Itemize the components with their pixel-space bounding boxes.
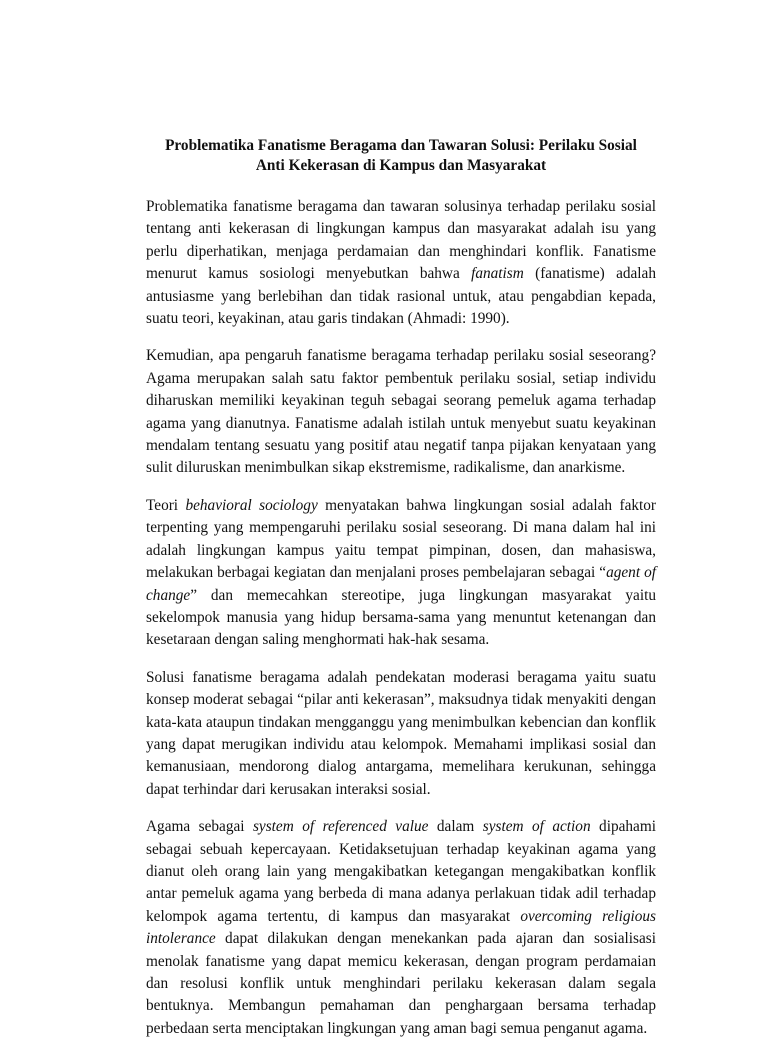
italic-term: fanatism bbox=[471, 265, 524, 283]
paragraph-4 bbox=[146, 667, 656, 801]
paragraph-2 bbox=[146, 345, 656, 479]
paragraph-5 bbox=[146, 816, 656, 1040]
paragraph-text: Problematika fanatisme beragama dan tawaran solusinya terhadap perilaku sosial tentang anti kekerasan di lingkungan kampus dan masyarakat adalah isu yang perlu diperhatikan, menjaga perdamaian dan menghindari konflik. Fanatisme menurut kamus sosiologi menyebutkan bahwa bbox=[146, 198, 656, 283]
paragraph-text: Solusi fanatisme beragama adalah pendekatan moderasi beragama yaitu suatu konsep moderat sebagai “pilar anti kekerasan”, maksudnya tidak menyakiti dengan kata-kata ataupun tindakan mengganggu yang menimbulkan kebencian dan konflik yang dapat merugikan individu atau kelompok. Memahami implikasi sosial dan kemanusiaan, mendorong dialog antargama, memelihara kerukunan, sehingga dapat terhindar dari kerusakan interaksi sosial. bbox=[146, 668, 656, 798]
italic-term: agent of change bbox=[146, 564, 656, 604]
paragraph-text: dalam bbox=[428, 818, 483, 836]
italic-term: behavioral sociology bbox=[185, 496, 318, 514]
italic-term: system of referenced value bbox=[252, 818, 429, 836]
title-line-2: Anti Kekerasan di Kampus dan Masyarakat bbox=[255, 157, 547, 174]
title-line-1: Problematika Fanatisme Beragama dan Tawaran Solusi: Perilaku Sosial bbox=[165, 137, 637, 154]
paragraph-text: Teori bbox=[146, 496, 186, 514]
paragraph-text: ” dan memecahkan stereotipe, juga lingkungan masyarakat yaitu sekelompok manusia yang hidup bersama-sama yang menuntut ketenangan dan kesetaraan dengan saling menghormati hak-hak sesama. bbox=[146, 586, 656, 649]
paragraph-text: menyatakan bahwa lingkungan sosial adalah faktor terpenting yang mempengaruhi perilaku sosial seseorang. Di mana dalam hal ini adalah lingkungan kampus yaitu tempat pimpinan, dosen, dan mahasiswa, melakukan berbagai kegiatan dan menjalani proses pembelajaran sebagai “ bbox=[146, 496, 656, 582]
paragraph-text: dipahami sebagai sebuah kepercayaan. Ketidaksetujuan terhadap keyakinan agama yang dianut oleh orang lain yang mengakibatkan ketegangan mengakibatkan konflik antar pemeluk agama yang berbeda di mana adanya perlakuan tidak adil terhadap kelompok agama tertentu, di kampus dan masyarakat bbox=[146, 818, 656, 925]
paragraph-text: (fanatisme) adalah antusiasme yang berlebihan dan tidak rasional untuk, atau pengabdian kepada, suatu teori, keyakinan, atau garis tindakan (Ahmadi: 1990). bbox=[146, 265, 656, 328]
paragraph-text: Agama sebagai bbox=[146, 818, 253, 836]
paragraph-1 bbox=[146, 196, 656, 330]
paragraph-3 bbox=[146, 495, 656, 652]
italic-term: overcoming religious intolerance bbox=[146, 907, 656, 948]
italic-term: system of action bbox=[482, 818, 591, 836]
document-title bbox=[146, 136, 656, 176]
document-body bbox=[146, 136, 656, 1055]
paragraph-text: dapat dilakukan dengan menekankan pada ajaran dan sosialisasi menolak fanatisme yang dapat memicu kekerasan, dengan program perdamaian dan resolusi konflik untuk menghindari perilaku kekerasan dalam segala bentuknya. Membangun pemahaman dan penghargaan bersama terhadap perbedaan serta menciptakan lingkungan yang aman bagi semua penganut agama. bbox=[146, 930, 656, 1037]
paragraph-text: Kemudian, apa pengaruh fanatisme beragama terhadap perilaku sosial seseorang? Agama merupakan salah satu faktor pembentuk perilaku sosial, setiap individu diharuskan memiliki keyakinan teguh sebagai seorang pemeluk agama terhadap agama yang dianutnya. Fanatisme adalah istilah untuk menyebut suatu keyakinan mendalam tentang sesuatu yang positif atau negatif tanpa pijakan kenyataan yang sulit diluruskan menimbulkan sikap ekstremisme, radikalisme, dan anarkisme. bbox=[146, 347, 656, 477]
